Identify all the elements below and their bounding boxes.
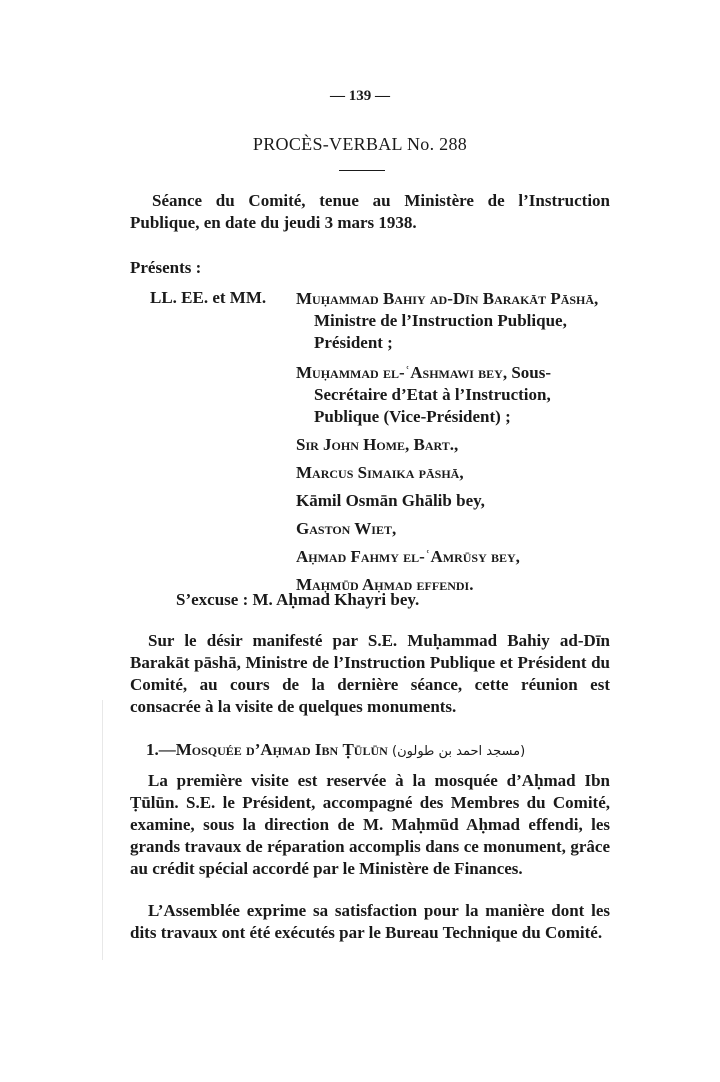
section-heading-text: 1.—Mosquée d’Aḥmad Ibn Ṭūlūn [146,740,388,759]
member-name: Sir John Home, Bart., [296,435,459,454]
member-name: Marcus Simaika pāshā, [296,463,464,482]
member-name: Kāmil Osmān Ghālib bey, [296,491,485,510]
intro-paragraph: Séance du Comité, tenue au Ministère de l’Instruction Publique, en date du jeudi 3 mars 1938. [130,191,610,232]
page-title: PROCÈS-VERBAL No. 288 [252,134,468,154]
members-list [296,288,612,602]
body-paragraph: Sur le désir manifesté par S.E. Muḥammad Bahiy ad-Dīn Barakāt pāshā, Ministre de l’Instruction Publique et Président du Comité, au cours de la dernière séance, cette réunion est consacrée à la visite de quelques monuments. [130,631,610,716]
member-item [296,362,612,428]
member-item [296,518,612,540]
member-item [296,288,612,354]
member-name: Muḥammad el-ʿAshmawi bey, [296,363,508,382]
member-name: Gaston Wiet, [296,519,397,538]
member-item [296,462,612,484]
presents-label: Présents : [130,258,202,277]
member-item [296,546,612,568]
page-number: — 139 — [330,88,390,104]
member-item [296,434,612,456]
member-name: Muḥammad Bahiy ad-Dīn Barakāt Pāshā, [296,289,599,308]
member-desc: Ministre de l’Instruction Publique, Président ; [314,311,567,352]
member-desc: Sous-Secrétaire d’Etat à l’Instruction, Publique (Vice-Président) ; [314,363,552,426]
excuse-line: S’excuse : M. Aḥmad Khayri bey. [176,590,420,609]
section-heading-arabic: (مسجد احمد بن طولون) [392,744,526,759]
section-heading [146,740,525,760]
member-name: Maḥmūd Aḥmad effendi. [296,575,474,594]
body-paragraph: L’Assemblée exprime sa satisfaction pour la manière dont les dits travaux ont été exécutés par le Bureau Technique du Comité. [130,901,610,942]
member-item [296,490,612,512]
members-prefix: LL. EE. et MM. [150,288,267,307]
body-paragraph: La première visite est reservée à la mosquée d’Aḥmad Ibn Ṭūlūn. S.E. le Président, accompagné des Membres du Comité, examine, sous la direction de M. Maḥmūd Aḥmad effendi, les grands travaux de réparation accomplis dans ce monument, grâce au crédit spécial accordé par le Ministère de Finances. [130,771,610,878]
title-rule [339,170,385,171]
scan-margin-mark [102,700,103,960]
member-name: Aḥmad Fahmy el-ʿAmrūsy bey, [296,547,520,566]
